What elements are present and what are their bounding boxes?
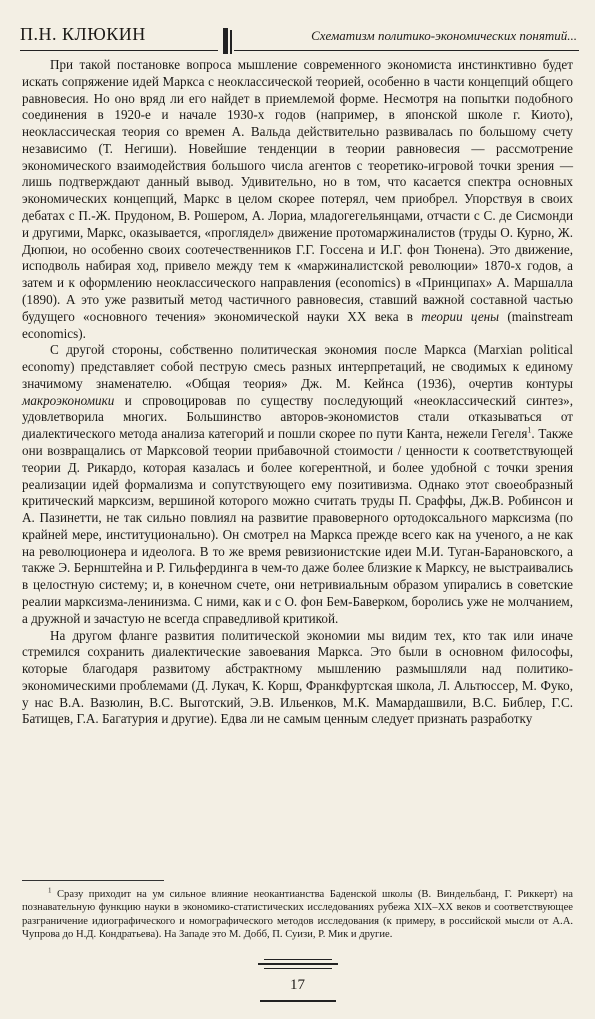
paragraph-2-text: С другой стороны, собственно политическая экономия после Маркса (Marxian political economy) представляет собой пеструю смесь разных интерпретаций, не сводимых к единому значимому знаменателю. «Общая теория» Дж. М. Кейнса (1936), очертив контуры xyxy=(22,342,573,391)
page-number: 17 xyxy=(290,977,305,993)
page-number-ornament xyxy=(258,958,338,970)
footnote-reference[interactable]: 1 xyxy=(527,425,532,435)
running-header xyxy=(20,20,579,46)
header-separator-thin xyxy=(230,30,232,54)
footnote-divider xyxy=(22,880,164,881)
footnote-marker: 1 xyxy=(48,886,52,895)
paragraph-1-italic: теории цены xyxy=(421,308,500,324)
paragraph-1-end: (mainstream economics). xyxy=(22,308,574,341)
paragraph-2-middle: и спровоцировав по существу последующий «неоклассический синтез», удовлетворила многих. Большинство авторов-экономистов стали отказываться от диалектического метода анализа категорий и пошли скорее по пути Канта, нежели Гегеля xyxy=(22,392,573,442)
paragraph-1 xyxy=(22,57,573,342)
page-number-rule xyxy=(260,1000,336,1002)
footnote-text: Сразу приходит на ум сильное влияние неокантианства Баденской школы (В. Виндельбанд, Г. Риккерт) на познавательную функцию науки в экономико-статистических исследованиях рубежа XIX–XX веков и соответствующее разграничение идиографического и номографического методов исследования (к примеру, в российской мысли от А.А. Чупрова до Н.Д. Кондратьева). На Западе это М. Добб, П. Суизи, Р. Мик и другие. xyxy=(22,889,573,941)
paragraph-2 xyxy=(22,342,573,627)
paragraph-2-end: . Также они возвращались от Марксовой теории прибавочной стоимости / ценности к соответствующей теории Д. Рикардо, которая казалась и более когерентной, и более удобной с точки зрения реализации идей формализма и сопутствующего ему позитивизма. Однако этот своеобразный критический марксизм, вершиной которого можно считать труды П. Сраффы, Дж.В. Робинсон и А. Пазинетти, не так сильно повлиял на развитие правоверного ортодоксального марксизма (по крайней мере, институционально). Он смотрел на Маркса прежде всего как на ученого, а не как на революционера и идеолога. В то же время ревизионистские идеи М.И. Туган-Барановского, а также Э. Бернштейна и Р. Гильфердинга в чем-то даже более близкие к Марксу, не выстраивались в целостную систему; и, в конечном счете, они нетривиальным образом упирались в советские реалии марксизма-ленинизма. С ними, как и с О. фон Бем-Баверком, боролись уже не молчанием, а дружной и зачастую не всегда справедливой критикой. xyxy=(22,426,574,626)
paragraph-1-text: При такой постановке вопроса мышление современного экономиста инстинктивно будет искать сопряжение идей Маркса с неоклассической теорией, особенно в части концепций общего равновесия. Но оно вряд ли его найдет в приемлемой форме. Несмотря на попытки подобного соединения в 1920-е и начале 1930-х годов (например, в японской школе г. Киото), неоклассическая теория со времен А. Вальда действительно развивалась по большому счету независимо (Т. Негиши). Новейшие тенденции в теории равновесия — рассмотрение экономического взаимодействия большого числа агентов с теоретико-игровой точки зрения — лишь подтверждают данный вывод. Удивительно, но в том, что касается спектра основных экономических концепций, Маркс в целом скорее потерял, чем приобрел. Упорствуя в своих дебатах с П.-Ж. Прудоном, В. Рошером, А. Лориа, младогегельянцами, отчасти с С. де Сисмонди и другими, Маркс, оказывается, «проглядел» движение протомаржиналистов (труды О. Курно, Ж. Дюпюи, но особенно своих соотечественников Г.Г. Госсена и И.Г. фон Тюнена). Это движение, исподволь набирая ход, привело между тем к «маржиналистской революции» 1870-х годов, а затем и к оформлению неоклассического направления (economics) в «Принципах» А. Маршалла (1890). А это уже развитый метод частичного равновесия, ставший важной составной частью будущего «основного течения» экономической науки XX века в xyxy=(22,57,573,324)
header-title: Схематизм политико-экономических понятий... xyxy=(311,28,577,43)
paragraph-2-italic: макроэкономики xyxy=(22,392,115,408)
header-rule-left xyxy=(20,50,218,51)
footnote xyxy=(22,888,573,942)
paragraph-3 xyxy=(22,628,573,729)
header-rule-right xyxy=(234,50,579,51)
main-text xyxy=(22,57,573,728)
header-separator xyxy=(223,28,228,54)
paragraph-3-text: На другом фланге развития политической экономии мы видим тех, кто так или иначе стремился сохранить диалектические завоевания Маркса. Это были в основном философы, которые благодаря развитому абстрактному мышлению размышляли над политико-экономическими проблемами (Д. Лукач, К. Корш, Франкфуртская школа, Л. Альтюссер, М. Фуко, у нас В.А. Вазюлин, В.С. Выготский, Э.В. Ильенков, М.К. Мамардашвили, В.С. Библер, Г.С. Батищев, Г.А. Багатурия и другие). Едва ли не самым ценным следует признать разработку xyxy=(22,627,573,727)
header-author: П.Н. КЛЮКИН xyxy=(20,24,146,44)
